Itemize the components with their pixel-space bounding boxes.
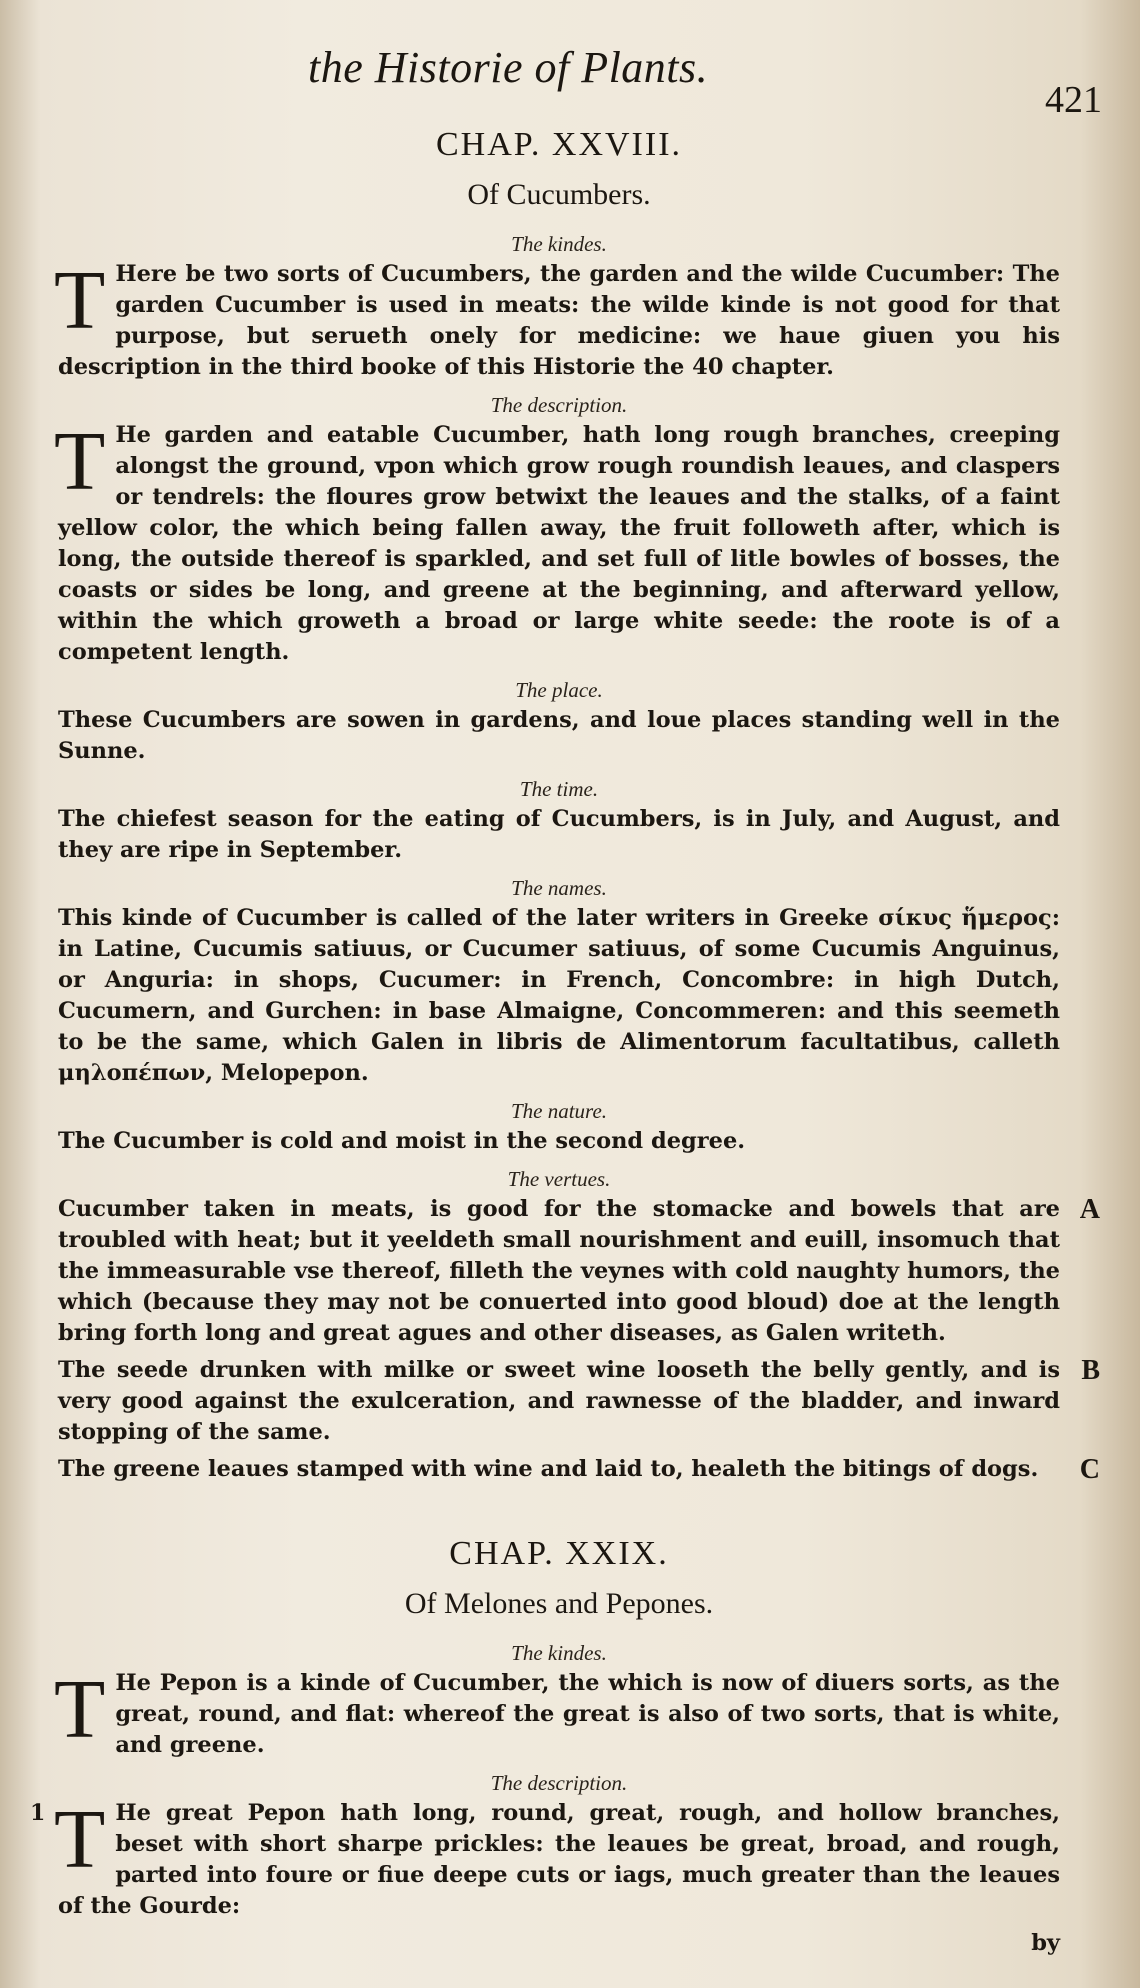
paragraph-text: The greene leaues stamped with wine and laid to, healeth the bitings of dogs.: [58, 1456, 1039, 1482]
section-label-time: The time.: [519, 777, 599, 801]
paragraph-place: These Cucumbers are sowen in gardens, and loue places standing well in the Sunne.: [58, 707, 1060, 764]
paragraph-kinds: [54, 254, 1060, 383]
paragraph-vertues-a: [58, 1194, 1100, 1349]
drop-cap: T: [54, 1663, 106, 1756]
chapter-subject: Of Melones and Pepones.: [404, 1587, 714, 1620]
section-label-kinds: The kindes.: [511, 232, 607, 256]
catchword: by: [1031, 1930, 1060, 1956]
chapter-subject: Of Cucumbers.: [467, 178, 651, 211]
paragraph-text: Here be two sorts of Cucumbers, the garden and the wilde Cucumber: The garden Cucumber is used in meats: the wilde kinde is not good for that purpose, but serueth onely for medicine: we haue giuen you his description in the third booke of this Historie the 40 chapter.: [58, 261, 1060, 380]
paragraph-vertues-c: [58, 1454, 1100, 1485]
paragraph-kinds: [54, 1663, 1060, 1761]
section-label-vertues: The vertues.: [507, 1167, 611, 1191]
page-number: 421: [1045, 79, 1102, 121]
paragraph-names: This kinde of Cucumber is called of the later writers in Greeke σίκυς ἥμερος: in Latine, Cucumis satiuus, or Cucumer satiuus, of some Cucumis Anguinus, or Anguria: in shops, Cucumer: in French, Concombre: in high Dutch, Cucumern, and Gurchen: in base Almaigne, Concommeren: and this seemeth to be the same, which Galen in libris de Alimentorum facultatibus, calleth μηλοπέπων, Melopepon.: [58, 905, 1060, 1086]
section-label-description: The description.: [490, 393, 628, 417]
section-label-nature: The nature.: [510, 1099, 608, 1123]
paragraph-text: The seede drunken with milke or sweet wine looseth the belly gently, and is very good against the exulceration, and rawnesse of the bladder, and inward stopping of the same.: [58, 1357, 1060, 1445]
chapter-heading: CHAP. XXVIII.: [435, 126, 683, 163]
paragraph-text: He great Pepon hath long, round, great, rough, and hollow branches, beset with short sharpe prickles: the leaues be great, broad, and rough, parted into foure or fiue deepe cuts or iags, much greater than the leaues of the Gourde:: [58, 1800, 1060, 1919]
paragraph-text: He Pepon is a kinde of Cucumber, the which is now of diuers sorts, as the great, round, and flat: whereof the great is also of two sorts, that is white, and greene.: [115, 1670, 1060, 1758]
paragraph-description: [30, 1793, 1060, 1922]
drop-cap: T: [54, 415, 106, 508]
paragraph-text: Cucumber taken in meats, is good for the stomacke and bowels that are troubled with heat; but it yeeldeth small nourishment and euill, insomuch that the immeasurable vse thereof, filleth the veynes with cold naughty humors, the which (because they may not be conuerted into good bloud) doe at the length bring forth long and great agues and other diseases, as Galen writeth.: [58, 1196, 1060, 1346]
paragraph-time: The chiefest season for the eating of Cucumbers, is in July, and August, and they are ripe in September.: [58, 806, 1060, 863]
running-title: the Historie of Plants.: [308, 43, 709, 92]
paragraph-nature: The Cucumber is cold and moist in the second degree.: [58, 1128, 746, 1154]
margin-letter-c: C: [1079, 1454, 1100, 1485]
section-label-description: The description.: [490, 1771, 628, 1795]
paragraph-description: [54, 415, 1060, 668]
paragraph-vertues-b: [58, 1355, 1100, 1448]
paragraph-text: He garden and eatable Cucumber, hath long rough branches, creeping alongst the ground, vpon which grow rough roundish leaues, and claspers or tendrels: the floures grow betwixt the leaues and the stalks, of a faint yellow color, the which being fallen away, the fruit followeth after, which is long, the outside thereof is sparkled, and set full of litle bowles of bosses, the coasts or sides be long, and greene at the beginning, and afterward yellow, within the which groweth a broad or large white seede: the roote is of a competent length.: [58, 422, 1060, 665]
chapter-heading: CHAP. XXIX.: [449, 1535, 669, 1572]
section-label-place: The place.: [515, 678, 603, 702]
running-header: [58, 36, 1102, 121]
margin-letter-b: B: [1081, 1355, 1100, 1386]
margin-letter-a: A: [1079, 1194, 1100, 1225]
margin-number: 1: [30, 1800, 46, 1826]
section-label-kinds: The kindes.: [511, 1641, 607, 1665]
section-label-names: The names.: [511, 876, 607, 900]
drop-cap: T: [54, 1793, 106, 1886]
drop-cap: T: [54, 254, 106, 347]
